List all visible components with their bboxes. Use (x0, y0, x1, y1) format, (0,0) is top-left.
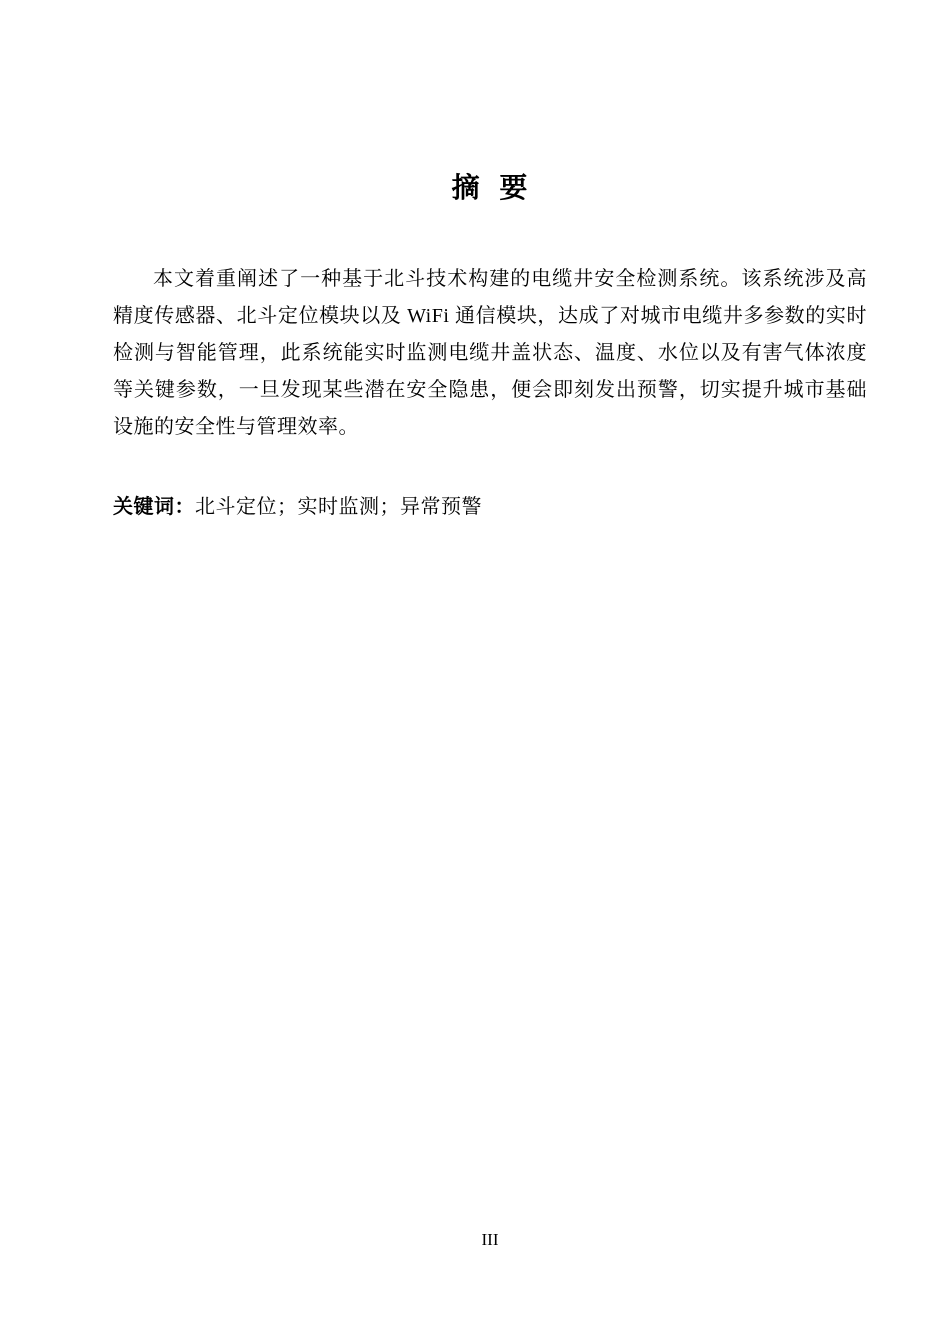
keywords-text: 北斗定位；实时监测；异常预警 (195, 496, 482, 518)
keywords-line (113, 492, 867, 522)
keywords-label: 关键词： (113, 496, 195, 518)
abstract-paragraph: 本文着重阐述了一种基于北斗技术构建的电缆井安全检测系统。该系统涉及高精度传感器、北斗定位模块以及 WiFi 通信模块，达成了对城市电缆井多参数的实时检测与智能管理，此系统能实时监测电缆井盖状态、温度、水位以及有害气体浓度等关键参数，一旦发现某些潜在安全隐患，便会即刻发出预警，切实提升城市基础设施的安全性与管理效率。 (113, 268, 867, 438)
abstract-title: 摘 要 (451, 172, 529, 203)
page-number: III (481, 1230, 499, 1249)
